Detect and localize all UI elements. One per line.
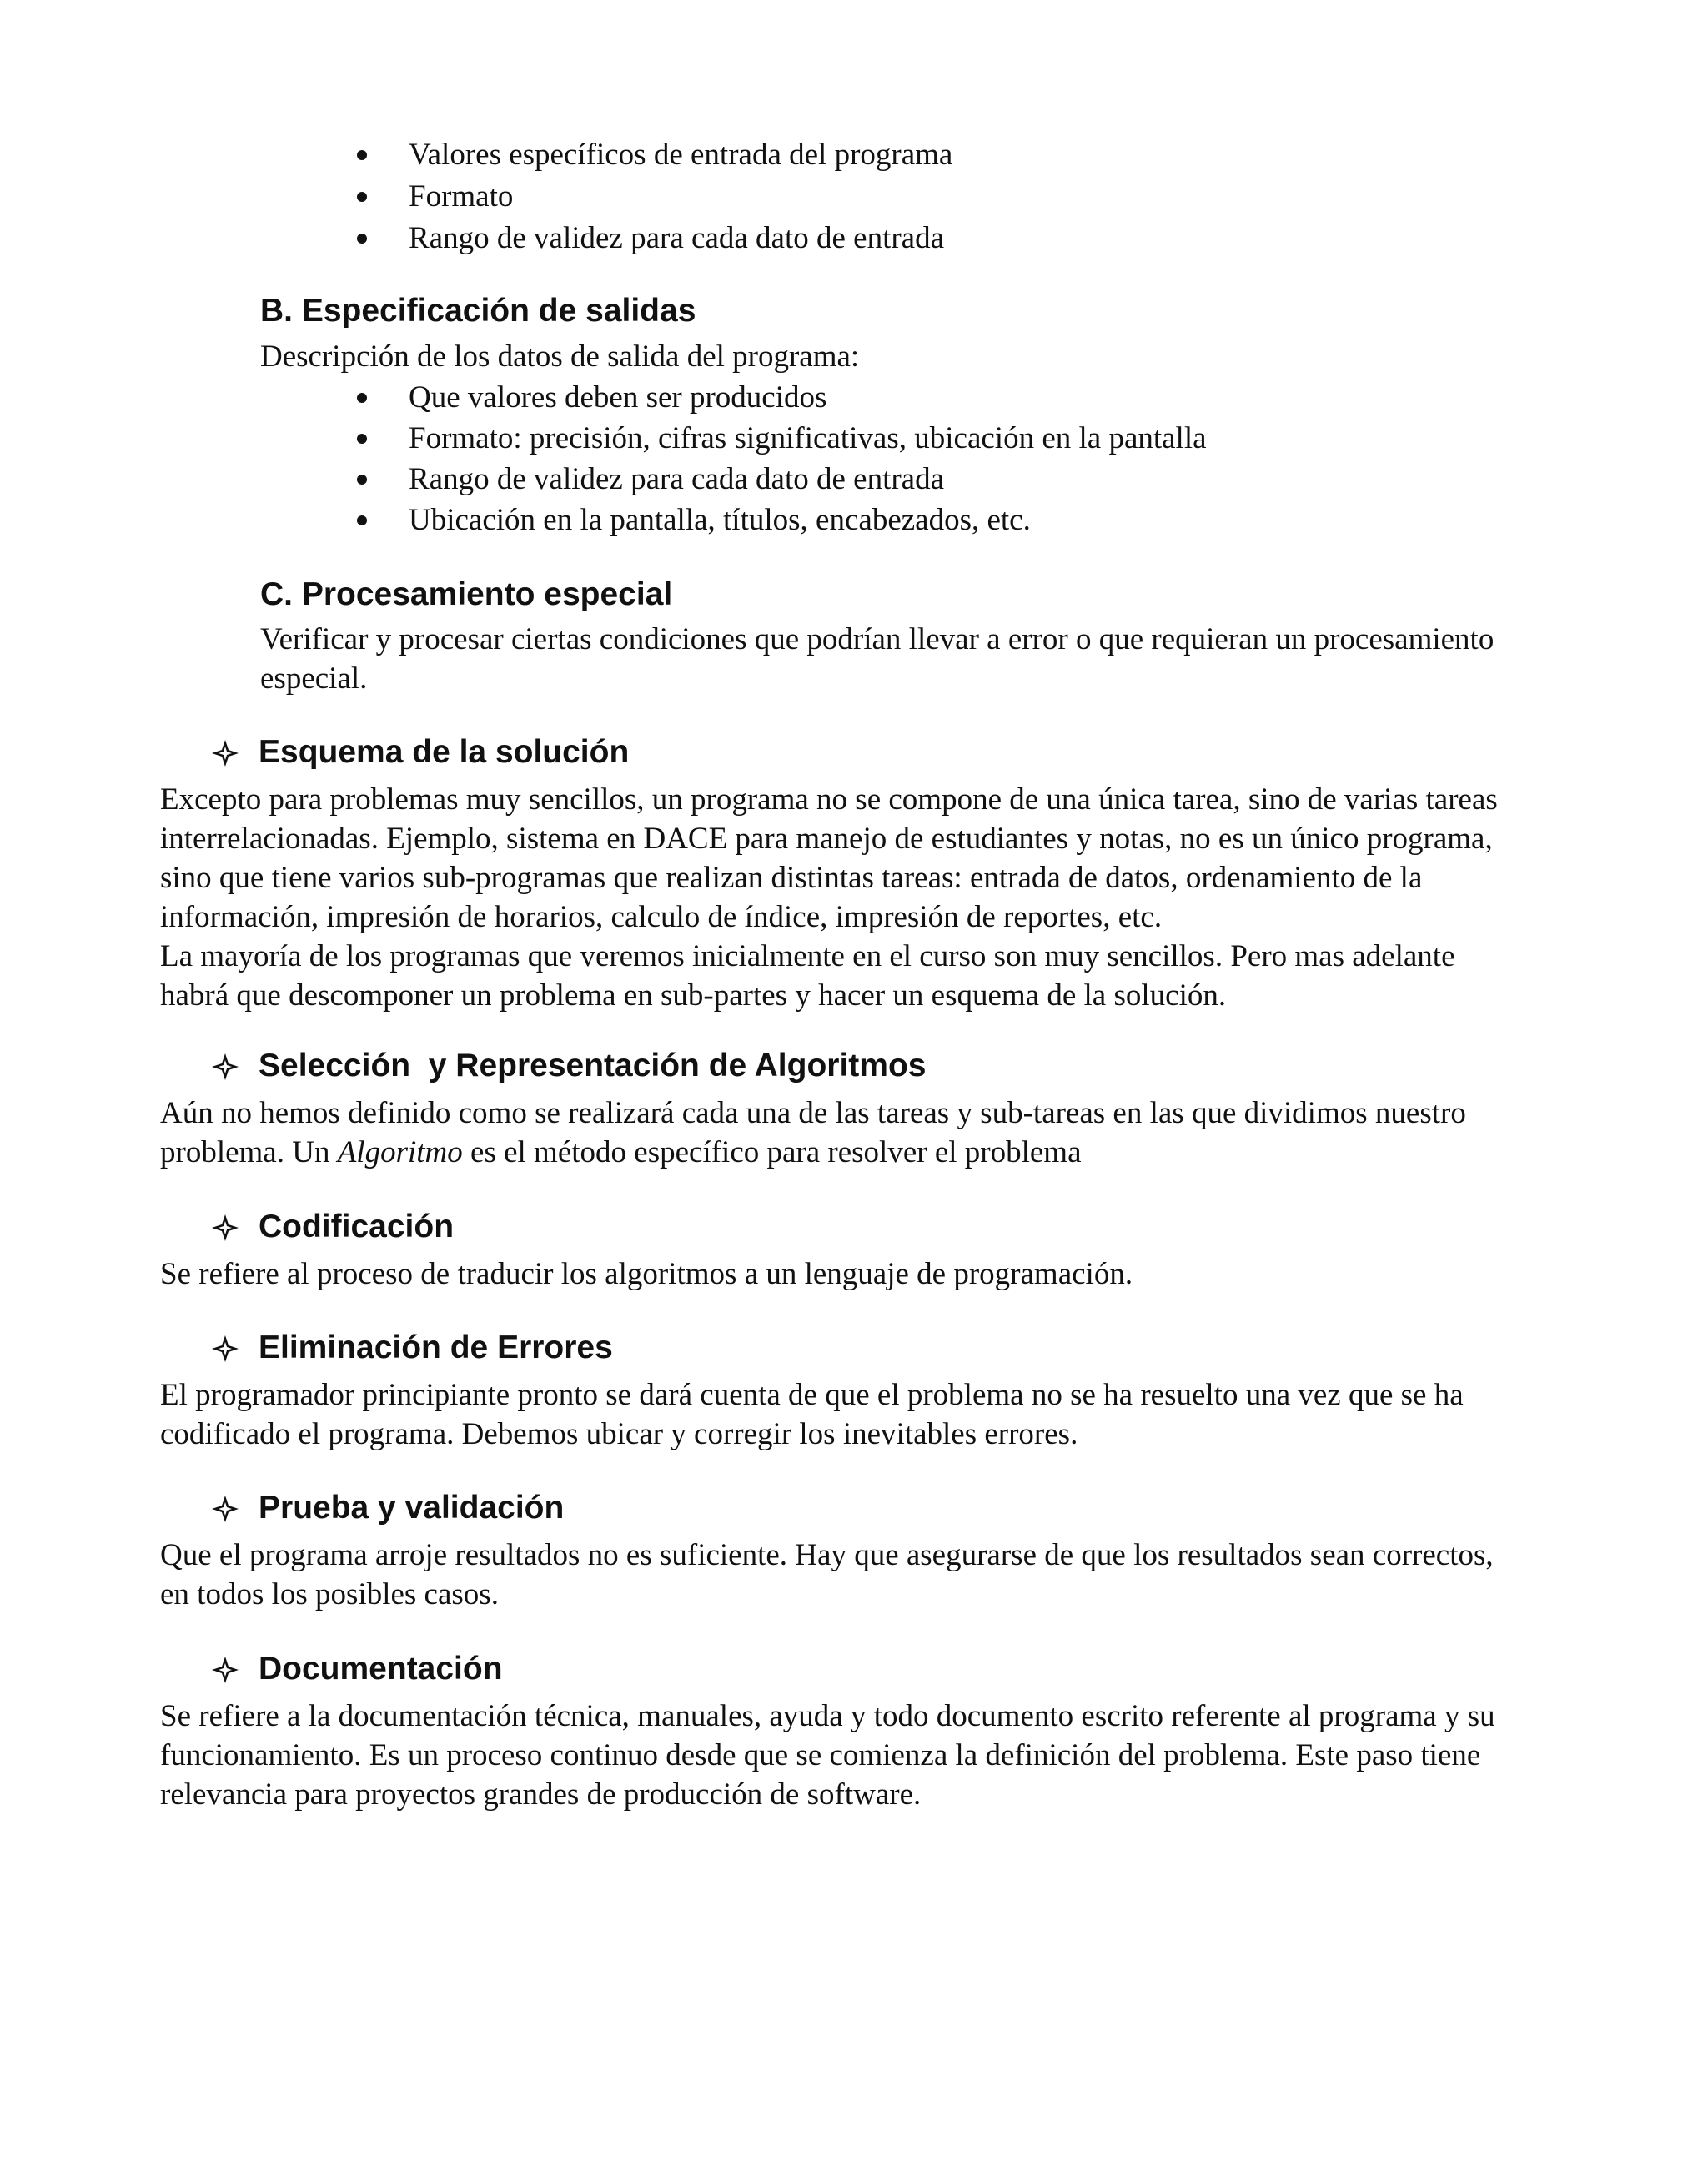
section-c-paragraph [260, 620, 1611, 698]
codificacion-heading: Codificación [210, 1206, 454, 1248]
paragraph-line: especial. [260, 661, 368, 696]
algoritmo-term: Algoritmo [337, 1135, 463, 1169]
seleccion-paragraph [160, 1094, 1620, 1172]
paragraph-line: habrá que descomponer un problema en sub-partes y hacer un esquema de la solución. [160, 978, 1227, 1013]
eliminacion-paragraph [160, 1375, 1620, 1454]
eliminacion-heading: Eliminación de Errores [210, 1327, 613, 1369]
list-item: Ubicación en la pantalla, títulos, encabezados, etc. [357, 500, 1207, 540]
documentacion-heading: Documentación [210, 1648, 503, 1690]
diamond-bullet-icon [210, 1212, 240, 1242]
list-item: Rango de validez para cada dato de entrada [357, 219, 952, 258]
paragraph-line: Que el programa arroje resultados no es suficiente. Hay que asegurarse de que los resultados sean correctos, [160, 1538, 1494, 1572]
prueba-paragraph [160, 1536, 1620, 1614]
list-item: Formato: precisión, cifras significativas, ubicación en la pantalla [357, 419, 1207, 458]
diamond-bullet-icon [210, 1493, 240, 1523]
paragraph-line: Excepto para problemas muy sencillos, un programa no se compone de una única tarea, sino de varias tareas [160, 782, 1498, 817]
diamond-bullet-icon [210, 1051, 240, 1081]
diamond-bullet-icon [210, 737, 240, 767]
diamond-bullet-icon [210, 1654, 240, 1684]
input-spec-list [357, 135, 952, 258]
paragraph-line: Se refiere a la documentación técnica, manuales, ayuda y todo documento escrito referente al programa y su [160, 1699, 1495, 1733]
paragraph-line: El programador principiante pronto se dará cuenta de que el problema no se ha resuelto una vez que se ha [160, 1378, 1464, 1412]
paragraph-line: información, impresión de horarios, calculo de índice, impresión de reportes, etc. [160, 900, 1163, 934]
section-c-heading: C. Procesamiento especial [260, 576, 673, 612]
codificacion-paragraph [160, 1254, 1620, 1294]
paragraph-line: funcionamiento. Es un proceso continuo desde que se comienza la definición del problema. Este paso tiene [160, 1738, 1481, 1772]
documentacion-paragraph [160, 1697, 1620, 1814]
esquema-heading: Esquema de la solución [210, 732, 629, 773]
paragraph-line: problema. Un Algoritmo es el método específico para resolver el problema [160, 1135, 1082, 1169]
bullet-icon [357, 515, 367, 525]
bullet-icon [357, 475, 367, 485]
output-spec-list [357, 378, 1207, 540]
bullet-icon [357, 234, 367, 244]
list-item: Que valores deben ser producidos [357, 378, 1207, 417]
list-item: Formato [357, 177, 952, 216]
paragraph-line: Se refiere al proceso de traducir los algoritmos a un lenguaje de programación. [160, 1257, 1133, 1291]
paragraph-line: Verificar y procesar ciertas condiciones que podrían llevar a error o que requieran un procesamiento [260, 622, 1494, 656]
seleccion-heading: Selección y Representación de Algoritmos [210, 1045, 926, 1087]
list-item: Rango de validez para cada dato de entrada [357, 460, 1207, 499]
paragraph-line: La mayoría de los programas que veremos inicialmente en el curso son muy sencillos. Pero mas adelante [160, 939, 1455, 973]
paragraph-line: sino que tiene varios sub-programas que realizan distintas tareas: entrada de datos, ordenamiento de la [160, 861, 1423, 895]
bullet-icon [357, 434, 367, 444]
bullet-icon [357, 192, 367, 202]
paragraph-line: interrelacionadas. Ejemplo, sistema en DACE para manejo de estudiantes y notas, no es un único programa, [160, 822, 1493, 856]
paragraph-line: codificado el programa. Debemos ubicar y corregir los inevitables errores. [160, 1417, 1078, 1451]
bullet-icon [357, 150, 367, 160]
section-b-heading: B. Especificación de salidas [260, 293, 696, 329]
paragraph-line: Aún no hemos definido como se realizará cada una de las tareas y sub-tareas en las que dividimos nuestro [160, 1096, 1466, 1130]
diamond-bullet-icon [210, 1333, 240, 1363]
paragraph-line: en todos los posibles casos. [160, 1577, 499, 1611]
prueba-heading: Prueba y validación [210, 1487, 564, 1529]
bullet-icon [357, 393, 367, 403]
esquema-paragraph [160, 780, 1620, 1015]
section-b-intro: Descripción de los datos de salida del programa: [260, 339, 860, 374]
paragraph-line: relevancia para proyectos grandes de producción de software. [160, 1777, 922, 1812]
list-item: Valores específicos de entrada del programa [357, 135, 952, 174]
